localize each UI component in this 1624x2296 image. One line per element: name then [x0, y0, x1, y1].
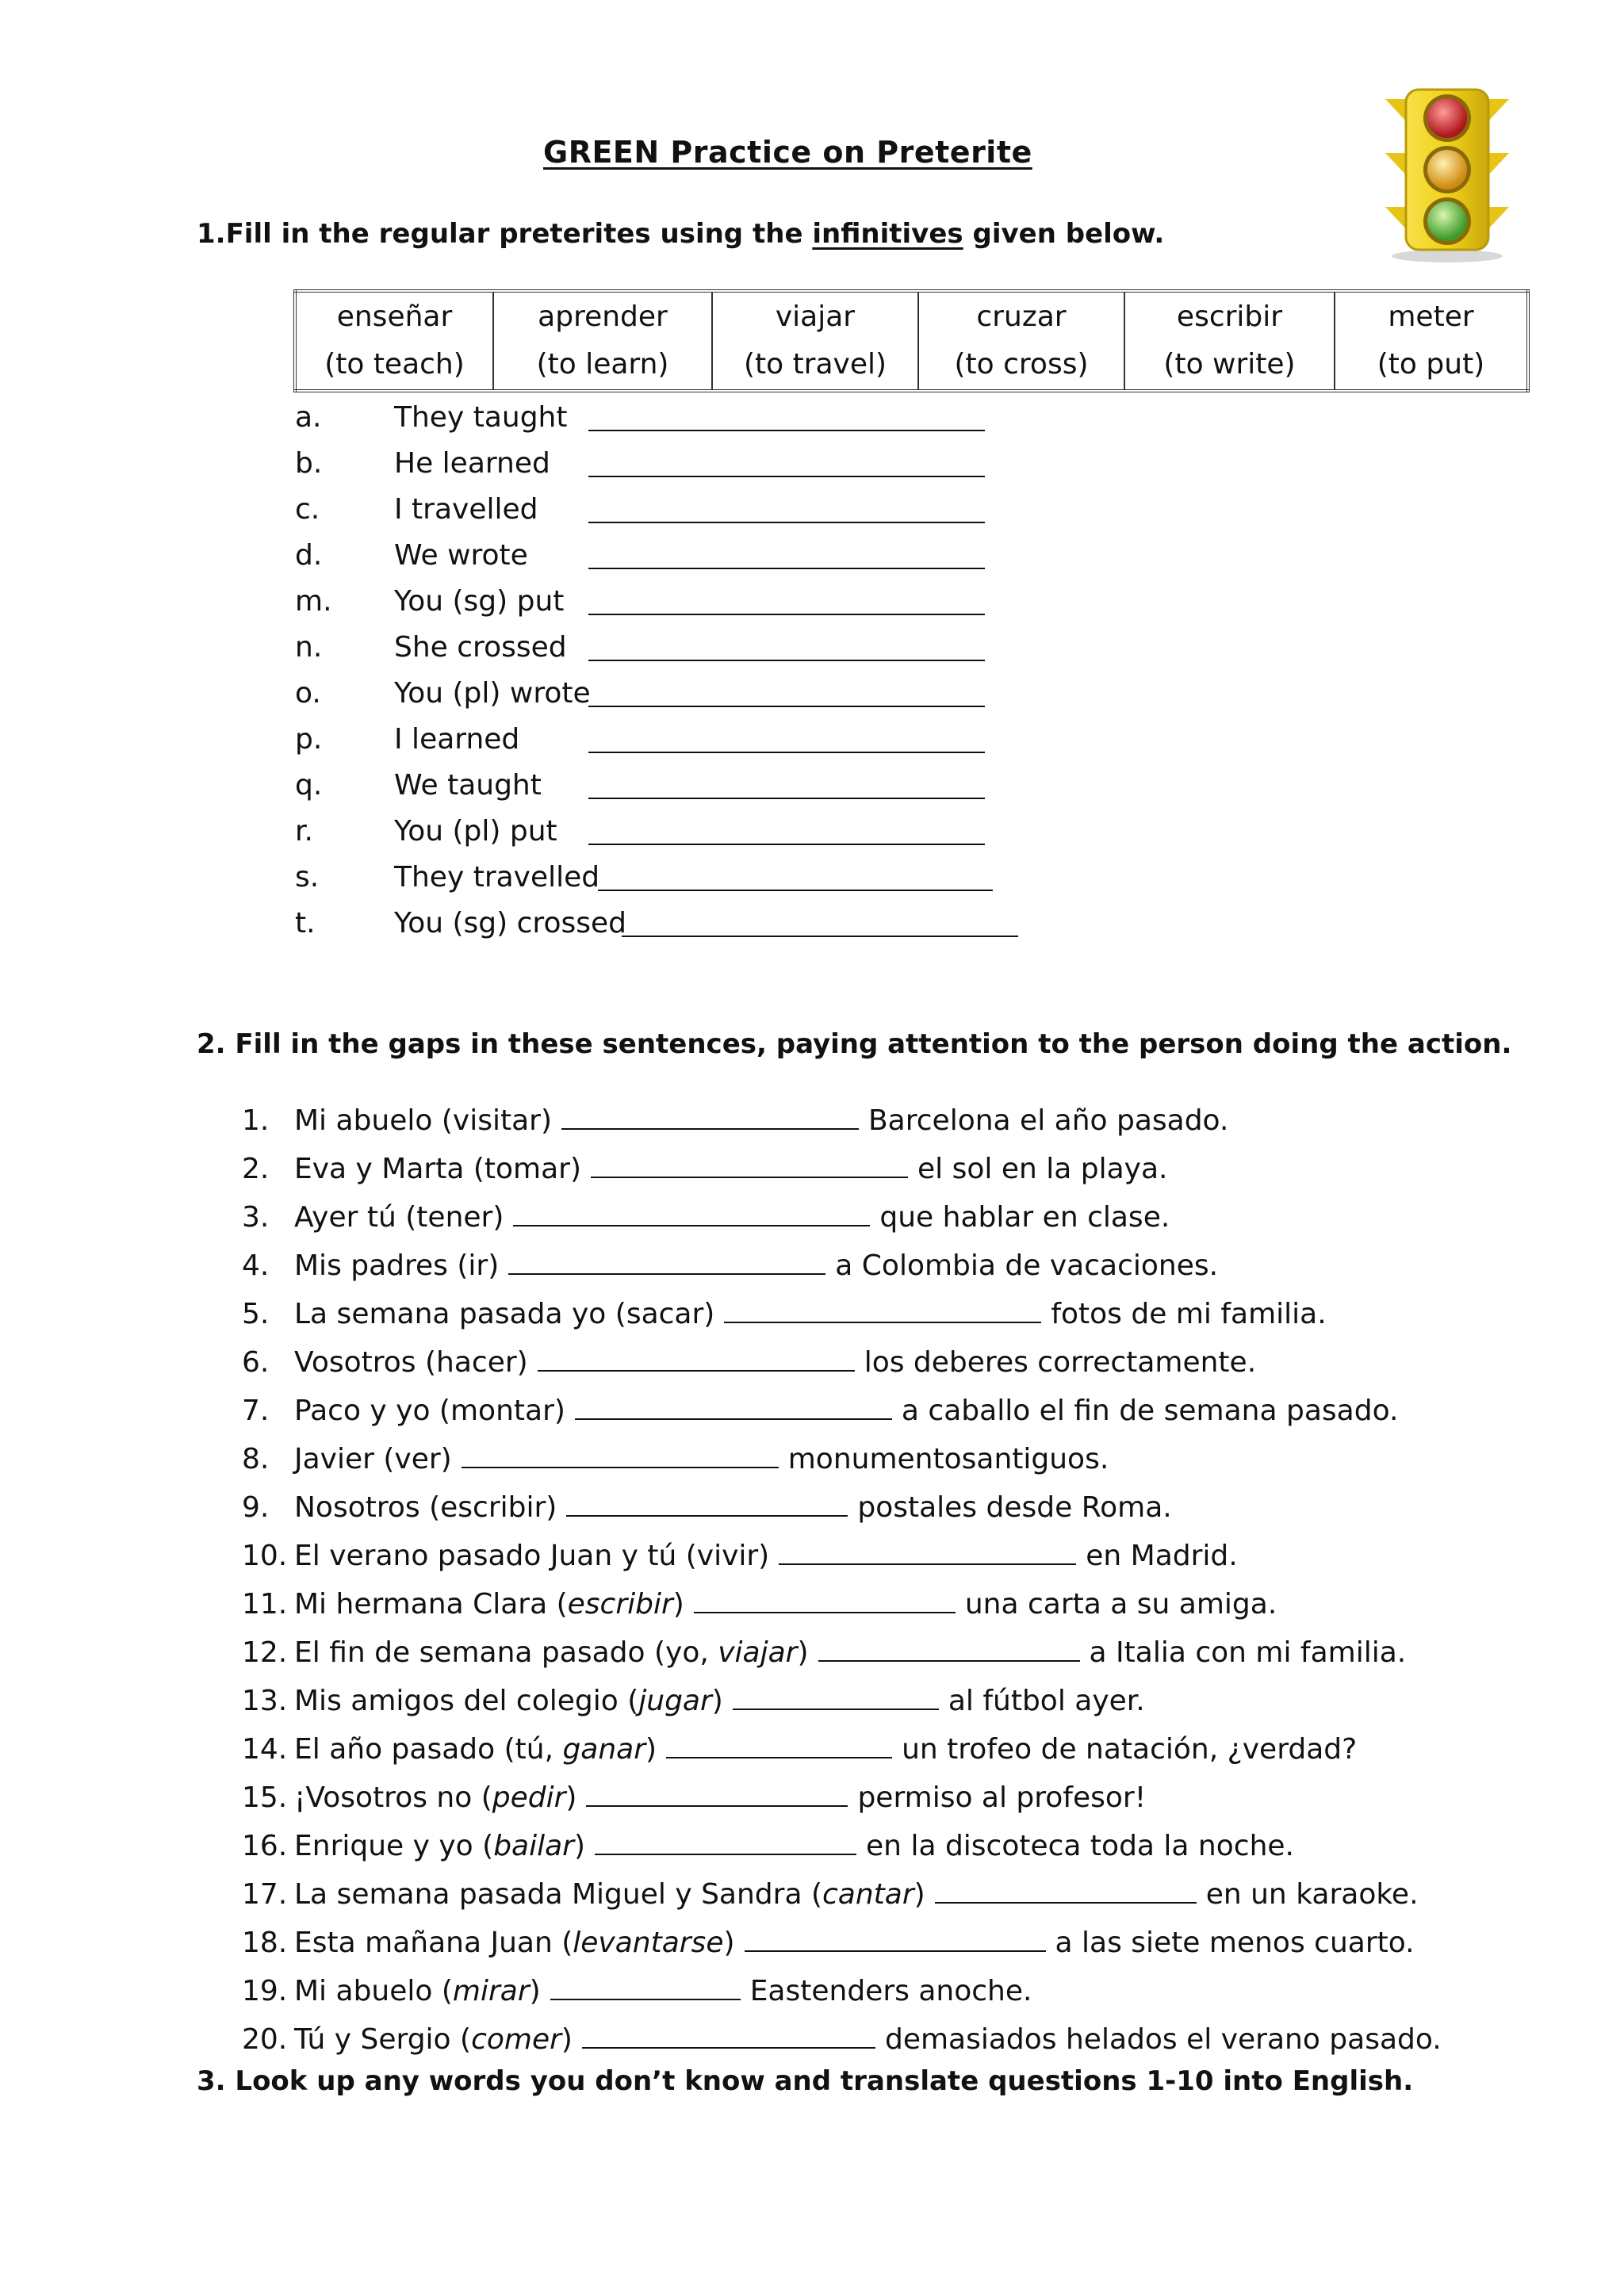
list-item [295, 395, 1088, 441]
item-prompt: I learned [394, 723, 520, 756]
item-number: 16. [242, 1830, 288, 1862]
verb-meaning: (to learn) [536, 348, 669, 381]
list-item [242, 1483, 1471, 1532]
answer-blank[interactable] [575, 1398, 892, 1420]
list-item [295, 625, 1088, 671]
item-text-after-verb: ) [797, 1636, 809, 1669]
item-number: 7. [242, 1395, 270, 1427]
verb-infinitive: escribir [1176, 300, 1283, 333]
item-number: 10. [242, 1540, 288, 1572]
item-number: 2. [242, 1153, 270, 1185]
item-number: 20. [242, 2023, 288, 2056]
verb-infinitive: meter [1388, 300, 1474, 333]
traffic-light-icon [1368, 83, 1526, 266]
item-text-before: Mi abuelo ( [294, 1975, 453, 2007]
list-item [242, 1387, 1471, 1435]
section2-heading: 2. Fill in the gaps in these sentences, paying attention to the person doing the action. [197, 1028, 1512, 1060]
item-text-after: en la discoteca toda la noche. [866, 1830, 1294, 1862]
item-number: 13. [242, 1685, 288, 1717]
item-letter: s. [295, 861, 320, 894]
list-item [242, 1435, 1471, 1483]
answer-blank[interactable] [588, 844, 985, 845]
item-number: 14. [242, 1733, 288, 1766]
list-item [295, 855, 1088, 901]
item-text-after: permiso al profesor! [857, 1781, 1147, 1814]
item-text-after: a las siete menos cuarto. [1055, 1927, 1415, 1959]
item-text-before: Eva y Marta (tomar) [294, 1153, 582, 1185]
item-number: 5. [242, 1298, 270, 1330]
item-prompt: We taught [394, 769, 542, 802]
list-item [242, 1919, 1471, 1967]
item-letter: q. [295, 769, 323, 802]
list-item [242, 1967, 1471, 2015]
verb-meaning: (to cross) [954, 348, 1089, 381]
item-verb: pedir [492, 1781, 566, 1814]
item-text-before: Mi abuelo (visitar) [294, 1104, 552, 1137]
item-letter: p. [295, 723, 323, 756]
item-letter: o. [295, 677, 321, 710]
item-number: 19. [242, 1975, 288, 2007]
item-letter: m. [295, 585, 332, 618]
answer-blank[interactable] [561, 1108, 859, 1130]
answer-blank[interactable] [595, 1833, 856, 1855]
item-text-before: Mis amigos del colegio ( [294, 1685, 639, 1717]
verb-infinitive: cruzar [976, 300, 1067, 333]
item-text-after: Barcelona el año pasado. [868, 1104, 1229, 1137]
answer-blank[interactable] [818, 1640, 1080, 1662]
item-prompt: She crossed [394, 631, 567, 664]
section1-list [295, 395, 1088, 947]
answer-blank[interactable] [588, 660, 985, 661]
section2-list [242, 1096, 1471, 2064]
answer-blank[interactable] [462, 1446, 779, 1468]
item-text-after-verb: ) [565, 1781, 577, 1814]
item-verb: bailar [493, 1830, 574, 1862]
list-item [242, 1774, 1471, 1822]
item-verb: levantarse [573, 1927, 724, 1959]
verb-table [293, 289, 1530, 392]
item-letter: c. [295, 493, 320, 526]
item-text-before: La semana pasada Miguel y Sandra ( [294, 1878, 822, 1911]
item-letter: a. [295, 401, 322, 434]
item-text-after-verb: ) [573, 1830, 586, 1862]
verb-meaning: (to teach) [324, 348, 465, 381]
verb-meaning: (to put) [1377, 348, 1485, 381]
list-item [295, 901, 1088, 947]
answer-blank[interactable] [588, 706, 985, 707]
item-prompt: They travelled [394, 861, 600, 894]
answer-blank[interactable] [588, 430, 985, 431]
answer-blank[interactable] [588, 614, 985, 615]
item-text-before: El verano pasado Juan y tú (vivir) [294, 1540, 770, 1572]
item-text-before: El fin de semana pasado (yo, [294, 1636, 718, 1669]
list-item [242, 1725, 1471, 1774]
item-number: 18. [242, 1927, 288, 1959]
list-item [242, 1242, 1471, 1290]
item-letter: d. [295, 539, 323, 572]
answer-blank[interactable] [566, 1494, 848, 1517]
list-item [295, 671, 1088, 717]
item-text-after: un trofeo de natación, ¿verdad? [902, 1733, 1358, 1766]
item-number: 3. [242, 1201, 270, 1234]
answer-blank[interactable] [622, 936, 1018, 937]
page-title: GREEN Practice on Preterite [543, 135, 1032, 170]
item-text-after: Eastenders anoche. [749, 1975, 1032, 2007]
section3-heading: 3. Look up any words you don’t know and translate questions 1-10 into English. [197, 2065, 1414, 2097]
item-text-after-verb: ) [711, 1685, 723, 1717]
item-text-after-verb: ) [529, 1975, 541, 2007]
list-item [242, 1628, 1471, 1677]
item-text-after: una carta a su amiga. [964, 1588, 1277, 1621]
list-item [242, 1822, 1471, 1870]
item-text-after: a caballo el fin de semana pasado. [901, 1395, 1399, 1427]
item-number: 6. [242, 1346, 270, 1379]
item-prompt: You (sg) crossed [394, 907, 626, 939]
item-text-after-verb: ) [723, 1927, 735, 1959]
item-number: 4. [242, 1249, 270, 1282]
list-item [242, 1338, 1471, 1387]
item-text-after-verb: ) [561, 2023, 573, 2056]
item-text-before: Paco y yo (montar) [294, 1395, 565, 1427]
answer-blank[interactable] [733, 1688, 939, 1710]
item-text-after: en Madrid. [1086, 1540, 1238, 1572]
item-number: 1. [242, 1104, 270, 1137]
answer-blank[interactable] [694, 1591, 956, 1613]
item-text-before: Ayer tú (tener) [294, 1201, 504, 1234]
item-verb: ganar [562, 1733, 646, 1766]
answer-blank[interactable] [588, 798, 985, 799]
item-text-after-verb: ) [645, 1733, 657, 1766]
answer-blank[interactable] [598, 890, 993, 891]
verb-meaning: (to write) [1163, 348, 1296, 381]
answer-blank[interactable] [588, 568, 985, 569]
section1-heading-text-a: 1.Fill in the regular preterites using the [197, 218, 813, 250]
answer-blank[interactable] [724, 1301, 1041, 1323]
answer-blank[interactable] [745, 1930, 1046, 1952]
item-verb: jugar [638, 1685, 712, 1717]
answer-blank[interactable] [538, 1349, 855, 1372]
item-letter: r. [295, 815, 313, 848]
item-prompt: They taught [394, 401, 568, 434]
answer-blank[interactable] [591, 1156, 908, 1178]
item-number: 15. [242, 1781, 288, 1814]
verb-cell [712, 291, 918, 391]
section1-heading [197, 218, 1164, 250]
answer-blank[interactable] [588, 476, 985, 477]
list-item [242, 1145, 1471, 1193]
answer-blank[interactable] [586, 1785, 848, 1807]
item-verb: mirar [452, 1975, 530, 2007]
item-text-before: La semana pasada yo (sacar) [294, 1298, 715, 1330]
verb-infinitive: enseñar [336, 300, 453, 333]
item-text-after: monumentosantiguos. [787, 1443, 1109, 1475]
item-text-after: a Colombia de vacaciones. [835, 1249, 1219, 1282]
answer-blank[interactable] [588, 752, 985, 753]
answer-blank[interactable] [550, 1978, 741, 2000]
list-item [242, 1193, 1471, 1242]
item-verb: cantar [822, 1878, 914, 1911]
list-item [242, 2015, 1471, 2064]
answer-blank[interactable] [513, 1204, 870, 1226]
item-text-after-verb: ) [672, 1588, 684, 1621]
verb-infinitive: viajar [775, 300, 856, 333]
verb-infinitive: aprender [538, 300, 668, 333]
item-prompt: I travelled [394, 493, 538, 526]
answer-blank[interactable] [582, 2026, 875, 2049]
item-text-before: Vosotros (hacer) [294, 1346, 528, 1379]
item-prompt: You (pl) put [394, 815, 557, 848]
item-text-after: en un karaoke. [1205, 1878, 1419, 1911]
answer-blank[interactable] [508, 1253, 825, 1275]
list-item [295, 579, 1088, 625]
item-text-after: fotos de mi familia. [1051, 1298, 1327, 1330]
verb-meaning: (to travel) [743, 348, 887, 381]
item-text-before: Javier (ver) [294, 1443, 452, 1475]
item-number: 17. [242, 1878, 288, 1911]
item-text-after: demasiados helados el verano pasado. [884, 2023, 1442, 2056]
list-item [242, 1580, 1471, 1628]
item-text-after: el sol en la playa. [917, 1153, 1168, 1185]
item-number: 11. [242, 1588, 288, 1621]
list-item [295, 763, 1088, 809]
list-item [295, 809, 1088, 855]
item-text-before: Mi hermana Clara ( [294, 1588, 568, 1621]
item-prompt: We wrote [394, 539, 528, 572]
verb-cell [493, 291, 712, 391]
item-text-before: ¡Vosotros no ( [294, 1781, 492, 1814]
item-number: 8. [242, 1443, 270, 1475]
item-text-before: El año pasado (tú, [294, 1733, 563, 1766]
answer-blank[interactable] [666, 1736, 892, 1758]
item-verb: escribir [567, 1588, 673, 1621]
section1-heading-underlined: infinitives [812, 218, 963, 250]
verb-cell [1335, 291, 1528, 391]
item-text-after: que hablar en clase. [879, 1201, 1170, 1234]
item-text-before: Enrique y yo ( [294, 1830, 494, 1862]
list-item [242, 1290, 1471, 1338]
answer-blank[interactable] [935, 1881, 1197, 1904]
item-letter: t. [295, 907, 316, 939]
item-number: 9. [242, 1491, 270, 1524]
item-prompt: You (pl) wrote [394, 677, 591, 710]
item-text-before: Nosotros (escribir) [294, 1491, 557, 1524]
item-verb: viajar [718, 1636, 798, 1669]
list-item [242, 1532, 1471, 1580]
item-number: 12. [242, 1636, 288, 1669]
list-item [295, 717, 1088, 763]
list-item [242, 1677, 1471, 1725]
list-item [295, 487, 1088, 533]
section1-heading-text-b: given below. [963, 218, 1165, 250]
item-prompt: He learned [394, 447, 550, 480]
item-prompt: You (sg) put [394, 585, 565, 618]
item-text-after-verb: ) [914, 1878, 925, 1911]
list-item [242, 1096, 1471, 1145]
item-letter: b. [295, 447, 323, 480]
item-text-after: a Italia con mi familia. [1089, 1636, 1407, 1669]
item-text-after: postales desde Roma. [857, 1491, 1172, 1524]
item-text-after: al fútbol ayer. [948, 1685, 1145, 1717]
item-text-after: los deberes correctamente. [864, 1346, 1257, 1379]
answer-blank[interactable] [588, 522, 985, 523]
verb-cell [295, 291, 493, 391]
list-item [295, 441, 1088, 487]
item-verb: comer [471, 2023, 561, 2056]
answer-blank[interactable] [779, 1543, 1076, 1565]
item-text-before: Mis padres (ir) [294, 1249, 500, 1282]
verb-cell [1124, 291, 1335, 391]
verb-cell [918, 291, 1124, 391]
item-text-before: Esta mañana Juan ( [294, 1927, 573, 1959]
item-letter: n. [295, 631, 323, 664]
list-item [295, 533, 1088, 579]
item-text-before: Tú y Sergio ( [294, 2023, 472, 2056]
list-item [242, 1870, 1471, 1919]
